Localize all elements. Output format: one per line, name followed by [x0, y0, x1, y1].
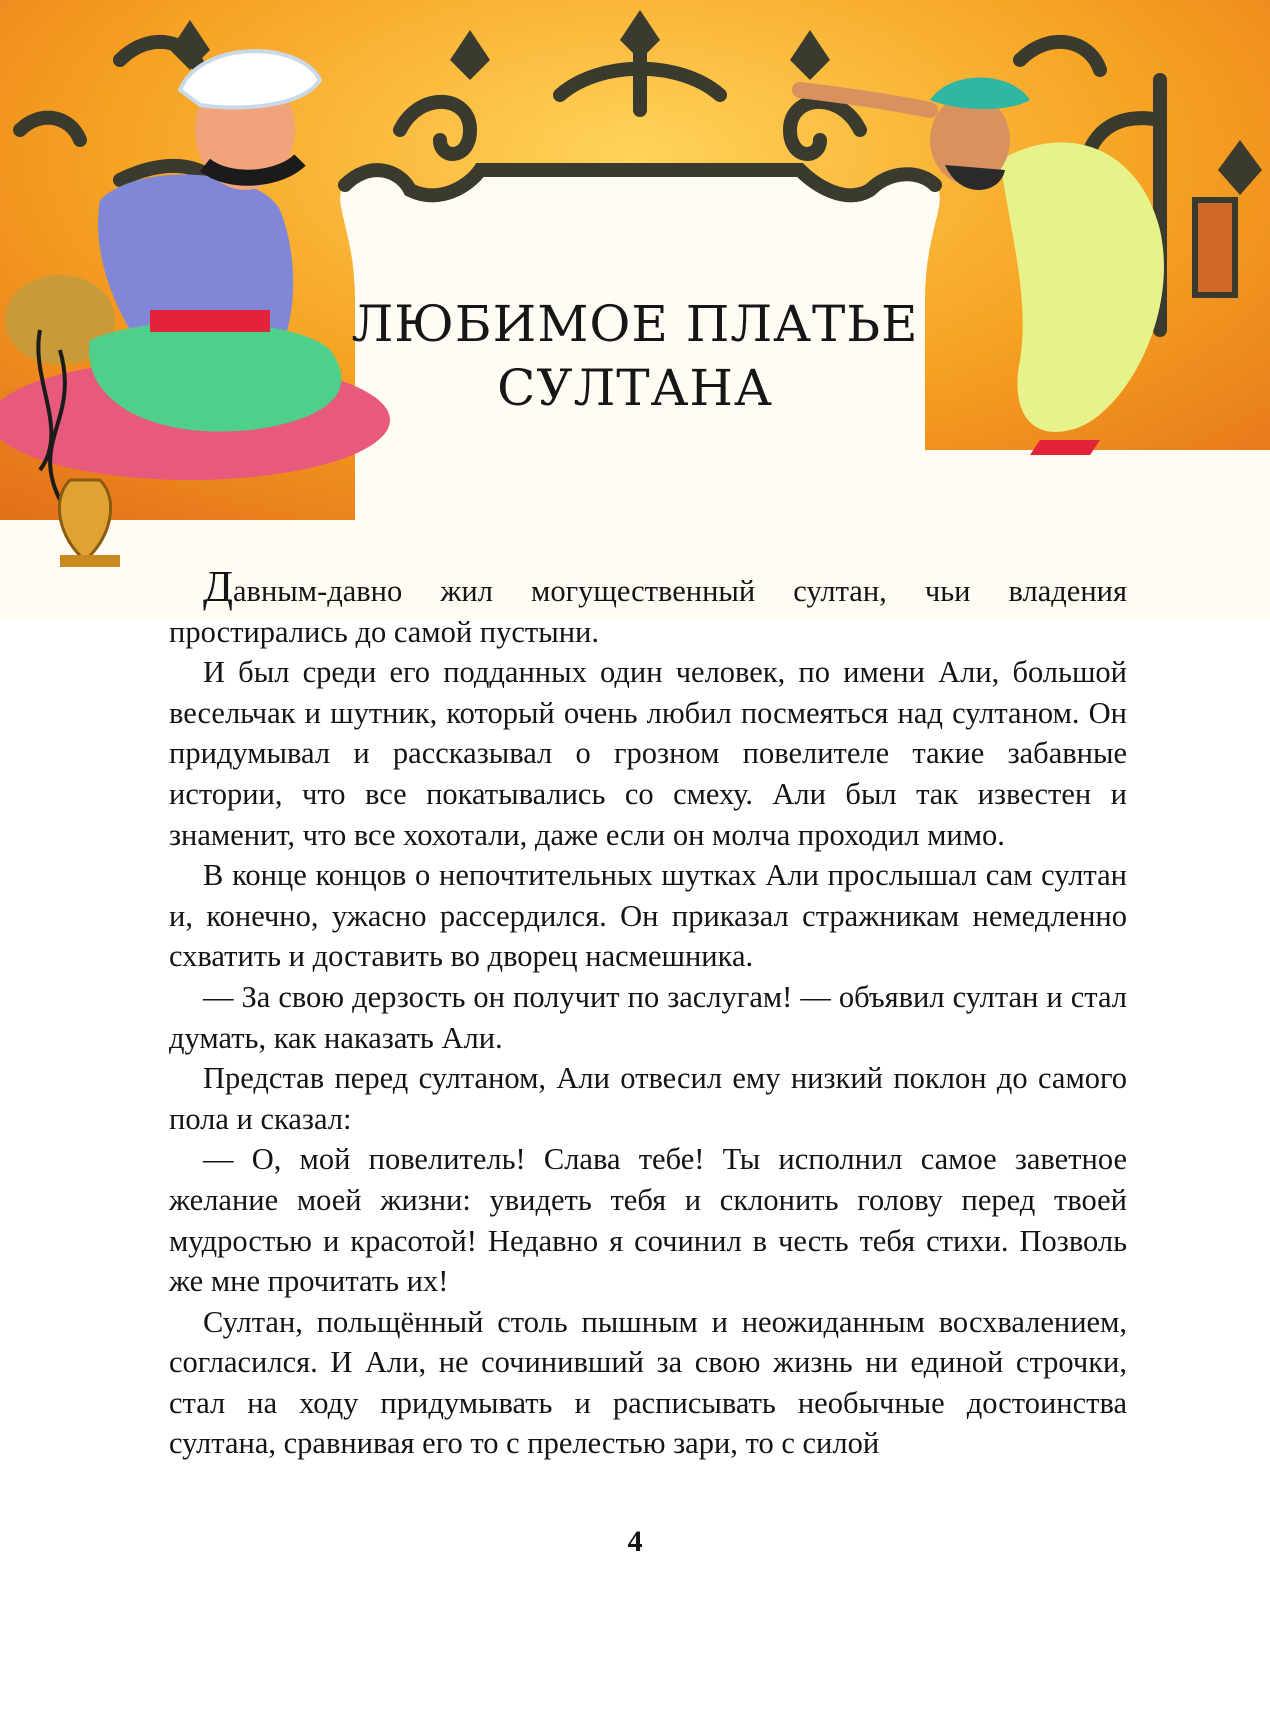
paragraph-2: И был среди его подданных один человек, по имени Али, большой весельчак и шутник, который очень любил посмеяться над султаном. Он придумывал и рассказывал о грозном повелителе такие забавные истории, что все покатывались со смеху. Али был так известен и знаменит, что все хохотали, даже если он молча проходил мимо. — [169, 655, 1127, 852]
paragraph-5: Представ перед султаном, Али отвесил ему низкий поклон до самого пола и сказал: — [169, 1061, 1127, 1136]
paragraph-1 — [169, 562, 1127, 652]
paragraph-4: — За свою дерзость он получит по заслугам! — объявил султан и стал думать, как наказать Али. — [169, 979, 1127, 1055]
paragraph-1-text: авным-давно жил могущественный султан, чьи владения простирались до самой пустыни. — [169, 574, 1127, 649]
drop-cap: Д — [203, 562, 234, 611]
paragraph-3: В конце концов о непочтительных шутках Али прослышал сам султан и, конечно, ужасно рассердился. Он приказал стражникам немедленно схватить и доставить во дворец насмешника. — [169, 858, 1127, 974]
paragraph-7: Султан, польщённый столь пышным и неожиданным восхвалением, согласился. И Али, не сочинивший за свою жизнь ни единой строчки, стал на ходу придумывать и расписывать необычные достоинства султана, сравнивая его то с прелестью зари, то с силой — [169, 1304, 1127, 1461]
paragraph-6: — О, мой повелитель! Слава тебе! Ты исполнил самое заветное желание моей жизни: увидеть тебя и склонить голову перед твоей мудростью и красотой! Недавно я сочинил в честь тебя стихи. Позволь же мне прочитать их! — [169, 1142, 1127, 1299]
page-number: 4 — [627, 1525, 643, 1558]
title-line-1: ЛЮБИМОЕ ПЛАТЬЕ — [351, 295, 919, 353]
story-body — [169, 562, 1127, 1464]
story-title — [330, 292, 940, 420]
title-line-2: СУЛТАНА — [497, 359, 773, 417]
